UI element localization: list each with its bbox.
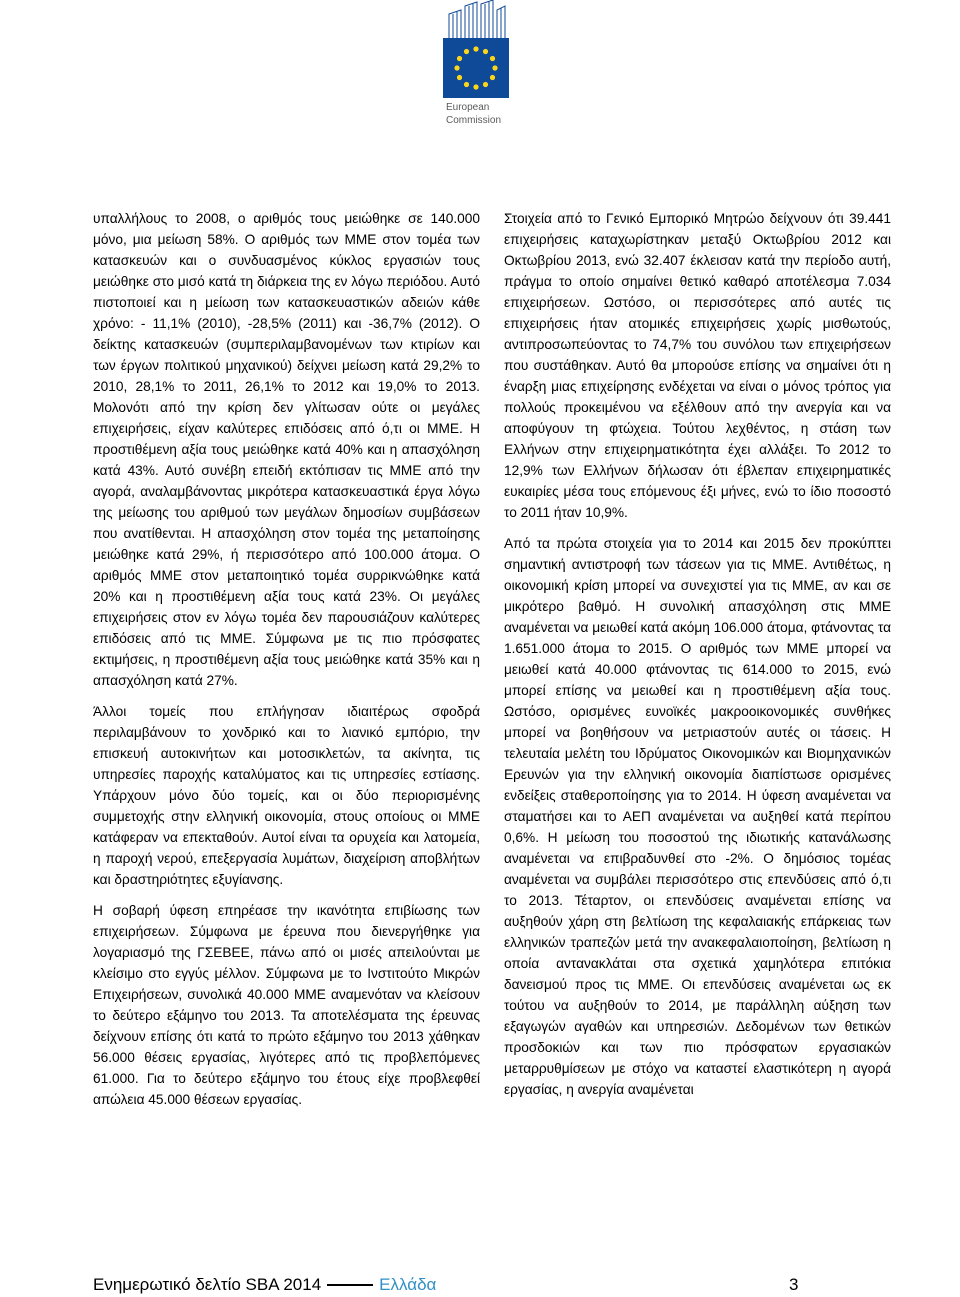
right-paragraph-2: Από τα πρώτα στοιχεία για το 2014 και 2015 δεν προκύπτει σημαντική αντιστροφή των τάσεων για τις ΜΜΕ. Αντιθέτως, η οικονομική κρίση μπορεί να συνεχιστεί για τις ΜΜΕ, αν και σε μικρότερο βαθμό. Η συνολική απασχόληση στις ΜΜΕ αναμένεται να μειωθεί κατά ακόμη 106.000 άτομα, φτάνοντας τα 1.651.000 άτομα το 2015. Ο αριθμός των ΜΜΕ μπορεί να μειωθεί κατά 40.000 φτάνοντας τις 614.000 το 2015, ενώ μπορεί επίσης να μειωθεί και η προστιθέμενη αξία τους. Ωστόσο, ορισμένες ευνοϊκές μακροοικονομικές συνθήκες μπορεί να βοηθήσουν να μετριαστούν αυτές οι τάσεις. Η τελευταία μελέτη του Ιδρύματος Οικονομικών και Βιομηχανικών Ερευνών για την ελληνική οικονομία διαπίστωσε ορισμένες ενδείξεις σταθεροποίησης για το 2014. Η ύφεση αναμένεται να σταματήσει και το ΑΕΠ αναμένεται να αυξηθεί κατά περίπου 0,6%. Η μείωση του ποσοστού της ιδιωτικής κατανάλωσης αναμένεται να επιβραδυνθεί στο -2%. Ο δημόσιος τομέας αναμένεται να συμβάλει περισσότερο στις επενδύσεις από ό,τι το 2013. Τέταρτον, οι επενδύσεις αναμένεται επίσης να αυξηθούν χάρη στη βελτίωση της κεφαλαιακής επάρκειας των ελληνικών τραπεζών μετά την ανακεφαλαιοποίηση, βελτίωση η οποία αντανακλάται στα σχετικά χαμηλότερα επιτόκια δανεισμού προς τις ΜΜΕ. Οι επενδύσεις αναμένεται ως εκ τούτου να αυξηθούν το 2014, με παράλληλη αύξηση των εξαγωγών αγαθών και υπηρεσιών. Δεδομένων των θετικών προσδοκιών και των πιο πρόσφατων εργασιακών μεταρρυθμίσεων με στόχο να καταστεί ελαστικότερη η αγορά εργασίας, η ανεργία αναμένεται	[504, 536, 891, 1097]
logo-text-commission: Commission	[446, 115, 502, 126]
left-column	[93, 208, 480, 1120]
page-number: 3	[789, 1275, 799, 1294]
logo-text-european: European	[446, 102, 490, 113]
left-paragraph-3: Η σοβαρή ύφεση επηρέασε την ικανότητα επιβίωσης των επιχειρήσεων. Σύμφωνα με έρευνα που διενεργήθηκε για λογαριασμό της ΓΣΕΒΕΕ, πάνω από οι μισές απειλούνται με κλείσιμο στο εγγύς μέλλον. Σύμφωνα με το Ινστιτούτο Μικρών Επιχειρήσεων, συνολικά 40.000 ΜΜΕ αναμενόταν να κλείσουν το δεύτερο εξάμηνο του 2013. Τα αποτελέσματα της έρευνας δείχνουν επίσης ότι κατά το πρώτο εξάμηνο του 2013 χάθηκαν 56.000 θέσεις εργασίας, λιγότερες από τις προβλεπόμενες 61.000. Για το δεύτερο εξάμηνο του έτους είχε προβλεφθεί απώλεια 45.000 θέσεων εργασίας.	[93, 903, 480, 1107]
european-commission-logo	[441, 0, 511, 134]
footer	[93, 1274, 801, 1296]
building-silhouette-icon	[449, 0, 505, 38]
left-paragraph-2: Άλλοι τομείς που επλήγησαν ιδιαιτέρως σφοδρά περιλαμβάνουν το χονδρικό και το λιανικό εμπόριο, την επισκευή αυτοκινήτων και μοτοσικλετών, τα ακίνητα, τις υπηρεσίες παροχής καταλύματος και τις υπηρεσίες εστίασης. Υπάρχουν μόνο δύο τομείς, και οι δύο περιορισμένης συμμετοχής στην ελληνική οικονομία, στους οποίους οι ΜΜΕ κατάφεραν να επεκταθούν. Αυτοί είναι τα ορυχεία και λατομεία, η παροχή νερού, επεξεργασία λυμάτων, διαχείριση αποβλήτων και δραστηριότητες εξυγίανσης.	[93, 704, 480, 887]
right-column	[504, 208, 891, 1110]
footer-dash	[327, 1284, 373, 1286]
right-paragraph-1: Στοιχεία από το Γενικό Εμπορικό Μητρώο δείχνουν ότι 39.441 επιχειρήσεις καταχωρίστηκαν μεταξύ Οκτωβρίου 2012 και Οκτωβρίου 2013, ενώ 32.407 έκλεισαν κατά την περίοδο αυτή, πράγμα το οποίο σημαίνει θετικό καθαρό αποτέλεσμα 7.034 επιχειρήσεων. Ωστόσο, οι περισσότερες από αυτές τις επιχειρήσεις ήταν ατομικές επιχειρήσεις χωρίς μισθωτούς, αντιπροσωπεύοντας το 74,7% του συνόλου των επιχειρήσεων που συστάθηκαν. Αυτό θα μπορούσε επίσης να σημαίνει ότι η έναρξη μιας επιχείρησης ενδέχεται να είναι ο μόνος τρόπος για πολλούς προκειμένου να εξέλθουν από την ανεργία και να αποφύγουν τη φτώχεια. Τούτου λεχθέντος, η στάση των Ελλήνων στην επιχειρηματικότητα έχει αλλάξει. Το 2012 το 12,9% των Ελλήνων δήλωσαν ότι έβλεπαν επιχειρηματικές ευκαιρίες μέσα τους επόμενους έξι μήνες, ενώ το ίδιο ποσοστό το 2011 ήταν 10,9%.	[504, 211, 891, 520]
footer-country: Ελλάδα	[379, 1275, 437, 1294]
left-paragraph-1: υπαλλήλους το 2008, ο αριθμός τους μειώθηκε σε 140.000 μόνο, μια μείωση 58%. Ο αριθμός των ΜΜΕ στον τομέα των κατασκευών και ο συνδυασμένος κύκλος εργασιών τους μειώθηκε στο μισό κατά τη διάρκεια της εν λόγω περιόδου. Αυτό πιστοποιεί και η μείωση των κατασκευαστικών αδειών κάθε χρόνο: - 11,1% (2010), -28,5% (2011) και -36,7% (2012). Ο δείκτης κατασκευών (συμπεριλαμβανομένων των κτιρίων και των έργων πολιτικού μηχανικού) δείχνει μείωση κατά 29,2% το 2010, 28,1% το 2011, 26,1% το 2012 και 19,0% το 2013. Μολονότι από την κρίση δεν γλίτωσαν ούτε οι μεγάλες επιχειρήσεις, είχαν καλύτερες επιδόσεις από ό,τι οι ΜΜΕ. Η προστιθέμενη αξία τους μειώθηκε κατά 40% και η απασχόληση κατά 43%. Αυτό συνέβη επειδή εκτόπισαν τις ΜΜΕ από την αγορά, αναλαμβάνοντας μικρότερα κατασκευαστικά έργα λόγω της μείωσης του αριθμού των μεγάλων δημοσίων συμβάσεων που ανατίθενται. Η απασχόληση στον τομέα της μεταποίησης μειώθηκε κατά 29%, ή περισσότερο από 100.000 άτομα. Ο αριθμός ΜΜΕ στον μεταποιητικό τομέα συρρικνώθηκε κατά 20% και η προστιθέμενη αξία τους κατά 23%. Οι μεγάλες επιχειρήσεις στον εν λόγω τομέα δεν παρουσιάζουν καλύτερες επιδόσεις από τις ΜΜΕ. Σύμφωνα με τις πιο πρόσφατες εκτιμήσεις, η προστιθέμενη αξία τους μειώθηκε κατά 35% και η απασχόληση κατά 27%.	[93, 211, 480, 688]
footer-title: Ενημερωτικό δελτίο SBA 2014	[93, 1275, 322, 1294]
